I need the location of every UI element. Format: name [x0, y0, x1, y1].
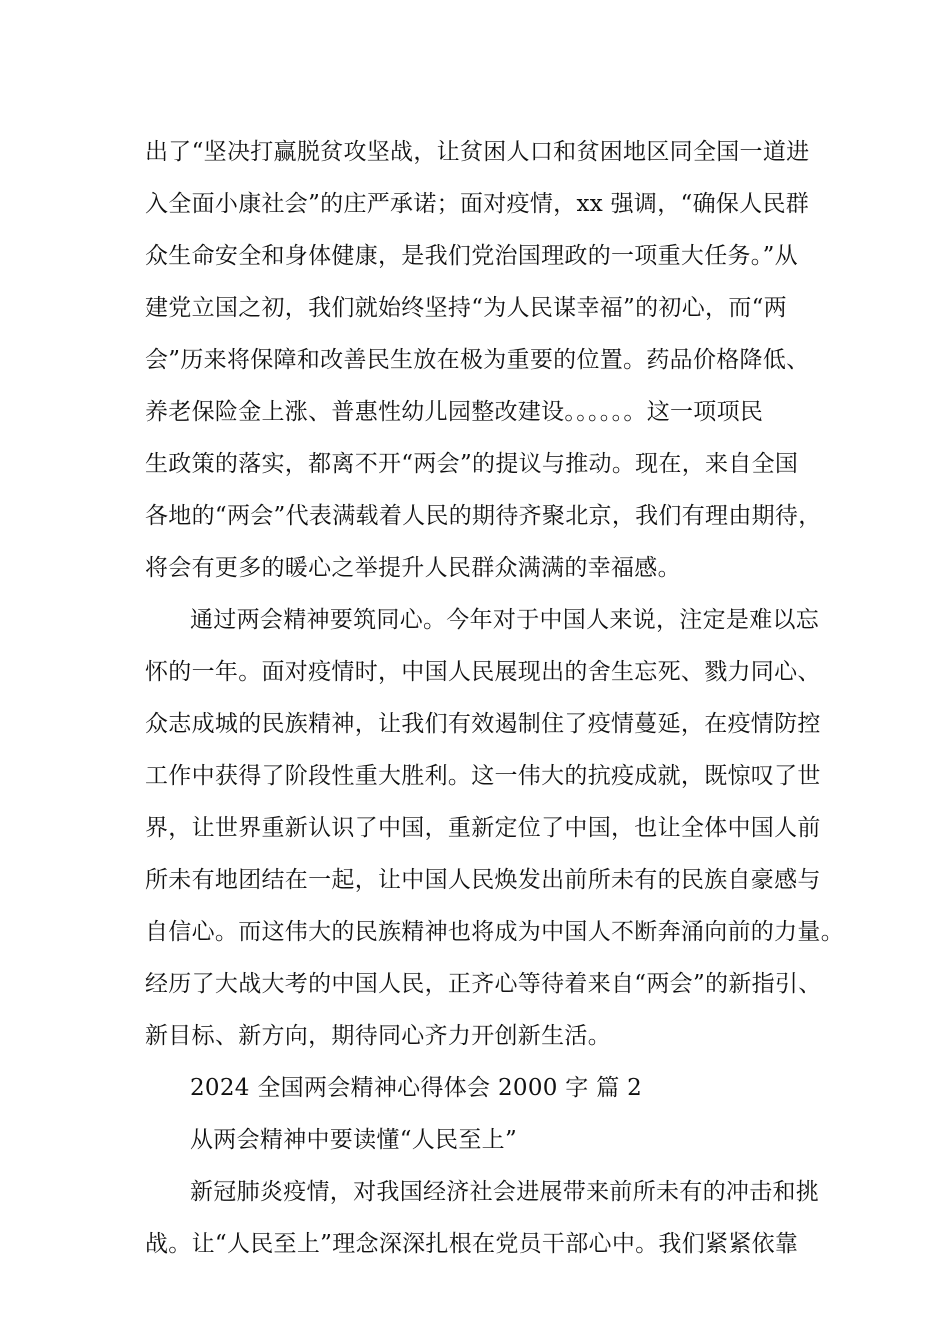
paragraph: [145, 1114, 825, 1166]
paragraph: [145, 126, 825, 594]
text-line: 建党立国之初，我们就始终坚持“为人民谋幸福”的初心，而“两: [145, 295, 787, 321]
document-body: [145, 126, 844, 1270]
text-line: 入全面小康社会”的庄严承诺；面对疫情，xx 强调，“确保人民群: [145, 191, 810, 217]
text-line: 生政策的落实，都离不开“两会”的提议与推动。现在，来自全国: [145, 451, 799, 477]
text-line: 通过两会精神要筑同心。今年对于中国人来说，注定是难以忘: [190, 607, 820, 633]
paragraph: [145, 1166, 825, 1270]
text-line: 出了“坚决打赢脱贫攻坚战，让贫困人口和贫困地区同全国一道进: [145, 139, 810, 165]
text-line: 新冠肺炎疫情，对我国经济社会进展带来前所未有的冲击和挑: [190, 1179, 820, 1205]
text-line: 养老保险金上涨、普惠性幼儿园整改建设。。。。。。这一项项民: [145, 399, 764, 425]
text-line: 自信心。而这伟大的民族精神也将成为中国人不断奔涌向前的力量。: [145, 919, 844, 945]
text-line: 众生命安全和身体健康，是我们党治国理政的一项重大任务。”从: [145, 243, 798, 269]
text-line: 会”历来将保障和改善民生放在极为重要的位置。药品价格降低、: [145, 347, 810, 373]
text-line: 各地的“两会”代表满载着人民的期待齐聚北京，我们有理由期待，: [145, 503, 822, 529]
text-line: 战。让“人民至上”理念深深扎根在党员干部心中。我们紧紧依靠: [145, 1231, 799, 1257]
text-line: 所未有地团结在一起，让中国人民焕发出前所未有的民族自豪感与: [145, 867, 821, 893]
text-line: 工作中获得了阶段性重大胜利。这一伟大的抗疫成就，既惊叹了世: [145, 763, 821, 789]
paragraph: [145, 594, 844, 1062]
text-line: 新目标、新方向，期待同心齐力开创新生活。: [145, 1023, 611, 1049]
text-line: 众志成城的民族精神，让我们有效遏制住了疫情蔓延，在疫情防控: [145, 711, 821, 737]
text-line: 从两会精神中要读懂“人民至上”: [190, 1127, 518, 1153]
text-line: 界，让世界重新认识了中国，重新定位了中国，也让全体中国人前: [145, 815, 821, 841]
text-line: 将会有更多的暖心之举提升人民群众满满的幸福感。: [145, 555, 681, 581]
text-line: 怀的一年。面对疫情时，中国人民展现出的舍生忘死、戮力同心、: [145, 659, 821, 685]
text-line: 经历了大战大考的中国人民，正齐心等待着来自“两会”的新指引、: [145, 971, 822, 997]
paragraph: [145, 1062, 825, 1114]
text-line: 2024 全国两会精神心得体会 2000 字 篇 2: [190, 1075, 643, 1101]
